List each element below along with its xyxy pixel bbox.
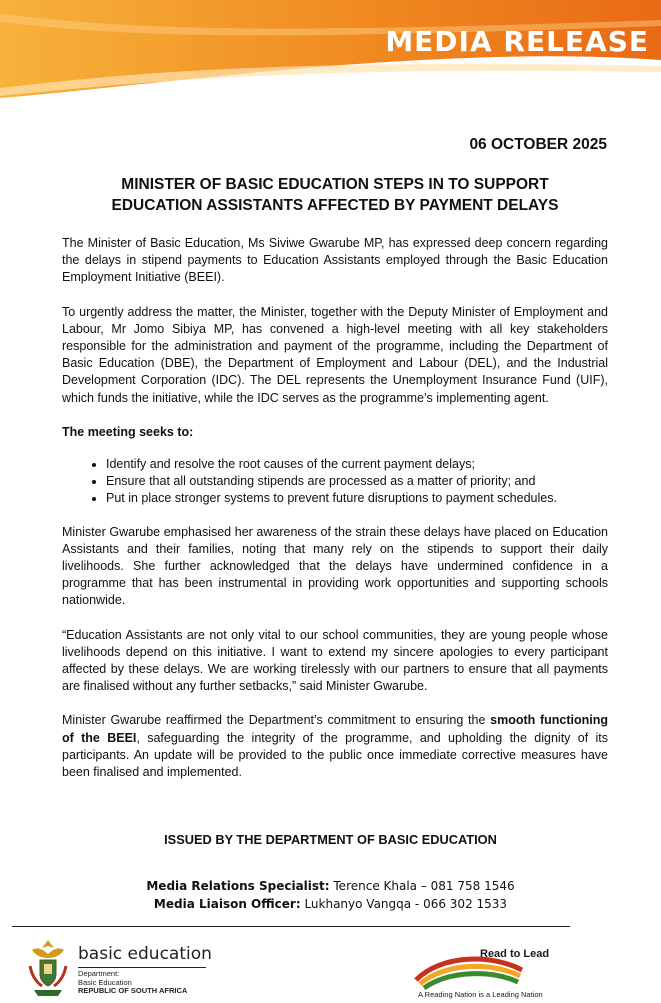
dept-sub-line: Department: <box>78 969 120 978</box>
paragraph-5-bold: smooth functioning of the BEEI <box>62 713 608 745</box>
banner-title: MEDIA RELEASE <box>385 25 649 58</box>
contact-line <box>0 895 661 913</box>
contact-value: Terence Khala – 081 758 1546 <box>329 879 515 893</box>
dept-country: REPUBLIC OF SOUTH AFRICA <box>78 986 188 995</box>
media-contacts <box>0 877 661 913</box>
paragraph-2: To urgently address the matter, the Minister, together with the Deputy Minister of Employment and Labour, Mr Jomo Sibiya MP, has convened a high-level meeting with all key stakeholders responsible for the administration and payment of the programme, including the Department of Basic Education (DBE), the Department of Employment and Labour (DEL), and the Industrial Development Corporation (IDC). The DEL represents the Unemployment Insurance Fund (UIF), which funds the initiative, while the IDC serves as the programme’s implementing agent. <box>62 304 608 405</box>
headline-line-1: MINISTER OF BASIC EDUCATION STEPS IN TO SUPPORT <box>121 176 549 193</box>
contact-line <box>0 877 661 895</box>
contact-label: Media Liaison Officer: <box>153 897 301 911</box>
paragraph-1: The Minister of Basic Education, Ms Siviwe Gwarube MP, has expressed deep concern regarding the delays in stipend payments to Education Assistants employed through the Basic Education Employment Initiative (BEEI). <box>62 236 608 285</box>
list-item: • Identify and resolve the root causes of the current payment delays; <box>106 456 608 473</box>
contact-label: Media Relations Specialist: <box>146 879 330 893</box>
contact-value: Lukhanyo Vangqa - 066 302 1533 <box>300 897 508 911</box>
read-to-lead-logo <box>412 940 562 1002</box>
coat-of-arms-icon <box>24 936 72 998</box>
media-release-banner <box>0 0 661 100</box>
paragraph-4-quote: “Education Assistants are not only vital to our school communities, they are young people whose livelihoods depend on this initiative. I want to extend my sincere apologies to every participant affected by these delays. We are working tirelessly with our partners to ensure that all payments are finalised without any further setbacks,” said Minister Gwarube. <box>62 627 608 694</box>
meeting-objectives-list <box>62 456 608 508</box>
release-date: 06 OCTOBER 2025 <box>469 136 607 153</box>
dept-sub-line: Basic Education <box>78 977 132 987</box>
meeting-lead: The meeting seeks to: <box>62 424 194 439</box>
dept-subtitle <box>78 970 187 996</box>
issued-by: ISSUED BY THE DEPARTMENT OF BASIC EDUCATION <box>164 832 497 847</box>
read-to-lead-tagline: A Reading Nation is a Leading Nation <box>418 990 543 999</box>
department-logo <box>24 936 224 1000</box>
read-to-lead-title: Read to Lead <box>480 948 550 960</box>
list-item: • Ensure that all outstanding stipends are processed as a matter of priority; and <box>106 473 608 490</box>
paragraph-5-start: Minister Gwarube reaffirmed the Department’s commitment to ensuring the <box>62 713 491 728</box>
release-body <box>62 235 608 798</box>
paragraph-3: Minister Gwarube emphasised her awareness of the strain these delays have placed on Education Assistants and their families, noting that many rely on the stipends to support their daily livelihoods. She further acknowledged that the delays have undermined confidence in a programme that has been instrumental in providing work opportunities and supporting schools nationwide. <box>62 524 608 608</box>
footer-divider <box>12 926 570 927</box>
headline <box>40 174 630 216</box>
list-item: • Put in place stronger systems to prevent future disruptions to payment schedules. <box>106 490 608 507</box>
paragraph-5-end: , safeguarding the integrity of the programme, and upholding the dignity of its participants. An update will be provided to the public once immediate corrective measures have been finalised and implemented. <box>62 730 609 780</box>
paragraph-5 <box>62 712 608 781</box>
dept-underline <box>78 967 206 968</box>
headline-line-2: EDUCATION ASSISTANTS AFFECTED BY PAYMENT DELAYS <box>111 197 559 214</box>
dept-name: basic education <box>78 944 212 964</box>
